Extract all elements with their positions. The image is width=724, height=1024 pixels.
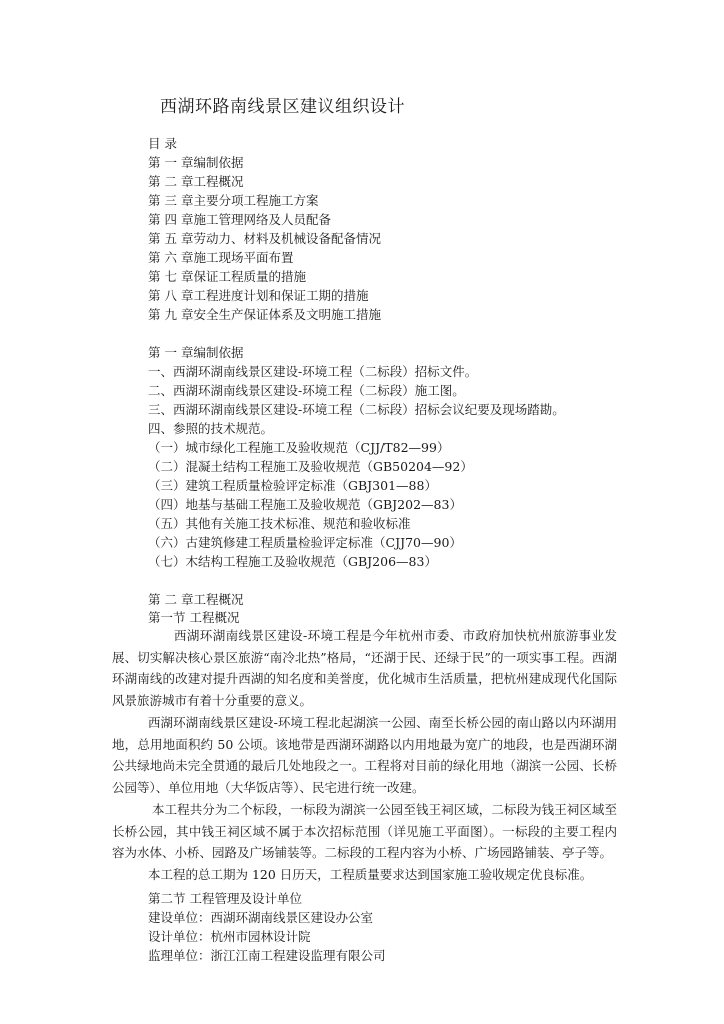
unit-item: 监理单位：浙江江南工程建设监理有限公司 bbox=[148, 948, 386, 963]
standard-item: （五）其他有关施工技术标准、规范和验收标准 bbox=[148, 516, 411, 531]
basis-item: 三、西湖环湖南线景区建设-环境工程（二标段）招标会议纪要及现场踏勘。 bbox=[148, 402, 565, 417]
paragraph: 西湖环湖南线景区建设-环境工程北起湖滨一公园、南至长桥公园的南山路以内环湖用地，总用地面积约 50 公顷。该地带是西湖环湖路以内用地最为宽广的地段，也是西湖环湖公共绿地尚未完全贯通的最后几处地段之一。工程将对目前的绿化用地（湖滨一公园、长桥公园等）、单位用地（大华饭店等）、民宅进行统一改建。 bbox=[112, 715, 617, 795]
basis-item: 四、参照的技术规范。 bbox=[148, 421, 274, 436]
toc-item: 第 八 章工程进度计划和保证工期的措施 bbox=[148, 288, 369, 303]
paragraph: 本工程的总工期为 120 日历天，工程质量要求达到国家施工验收规定优良标准。 bbox=[148, 867, 593, 882]
toc-item: 第 二 章工程概况 bbox=[148, 174, 244, 189]
standard-item: （三）建筑工程质量检验评定标准（GBJ301—88） bbox=[148, 478, 437, 493]
unit-item: 设计单位：杭州市园林设计院 bbox=[148, 929, 311, 944]
toc-item: 第 九 章安全生产保证体系及文明施工措施 bbox=[148, 307, 381, 322]
toc-heading: 目 录 bbox=[148, 136, 177, 151]
toc-item: 第 六 章施工现场平面布置 bbox=[148, 250, 294, 265]
toc-item: 第 七 章保证工程质量的措施 bbox=[148, 269, 306, 284]
standard-item: （二）混凝土结构工程施工及验收规范（GB50204—92） bbox=[148, 459, 473, 474]
unit-item: 建设单位：西湖环湖南线景区建设办公室 bbox=[148, 910, 374, 925]
section-heading: 第二节 工程管理及设计单位 bbox=[148, 891, 302, 906]
standard-item: （四）地基与基础工程施工及验收规范（GBJ202—83） bbox=[148, 497, 462, 512]
chapter2-heading: 第 二 章工程概况 bbox=[148, 592, 244, 607]
standard-item: （一）城市绿化工程施工及验收规范（CJJ/T82—99） bbox=[148, 440, 450, 455]
basis-item: 一、西湖环湖南线景区建设-环境工程（二标段）招标文件。 bbox=[148, 364, 478, 379]
paragraph: 本工程共分为二个标段，一标段为湖滨一公园至钱王祠区域，二标段为钱王祠区域至长桥公园，其中钱王祠区域不属于本次招标范围（详见施工平面图）。一标段的主要工程内容为水体、小桥、园路及广场铺装等。二标段的工程内容为小桥、广场园路铺装、亭子等。 bbox=[112, 802, 617, 860]
standard-item: （七）木结构工程施工及验收规范（GBJ206—83） bbox=[148, 554, 437, 569]
basis-item: 二、西湖环湖南线景区建设-环境工程（二标段）施工图。 bbox=[148, 383, 465, 398]
toc-item: 第 一 章编制依据 bbox=[148, 155, 244, 170]
document-title: 西湖环路南线景区建议组织设计 bbox=[160, 97, 405, 117]
toc-item: 第 三 章主要分项工程施工方案 bbox=[148, 193, 319, 208]
toc-item: 第 四 章施工管理网络及人员配备 bbox=[148, 212, 331, 227]
section-heading: 第一节 工程概况 bbox=[148, 610, 240, 625]
standard-item: （六）古建筑修建工程质量检验评定标准（CJJ70—90） bbox=[148, 535, 462, 550]
toc-item: 第 五 章劳动力、材料及机械设备配备情况 bbox=[148, 231, 381, 246]
paragraph: 西湖环湖南线景区建设-环境工程是今年杭州市委、市政府加快杭州旅游事业发展、切实解决核心景区旅游“南冷北热”格局，“还湖于民、还绿于民”的一项实事工程。西湖环湖南线的改建对提升西湖的知名度和美誉度，优化城市生活质量，把杭州建成现代化国际风景旅游城市有着十分重要的意义。 bbox=[112, 628, 617, 708]
chapter1-heading: 第 一 章编制依据 bbox=[148, 345, 244, 360]
